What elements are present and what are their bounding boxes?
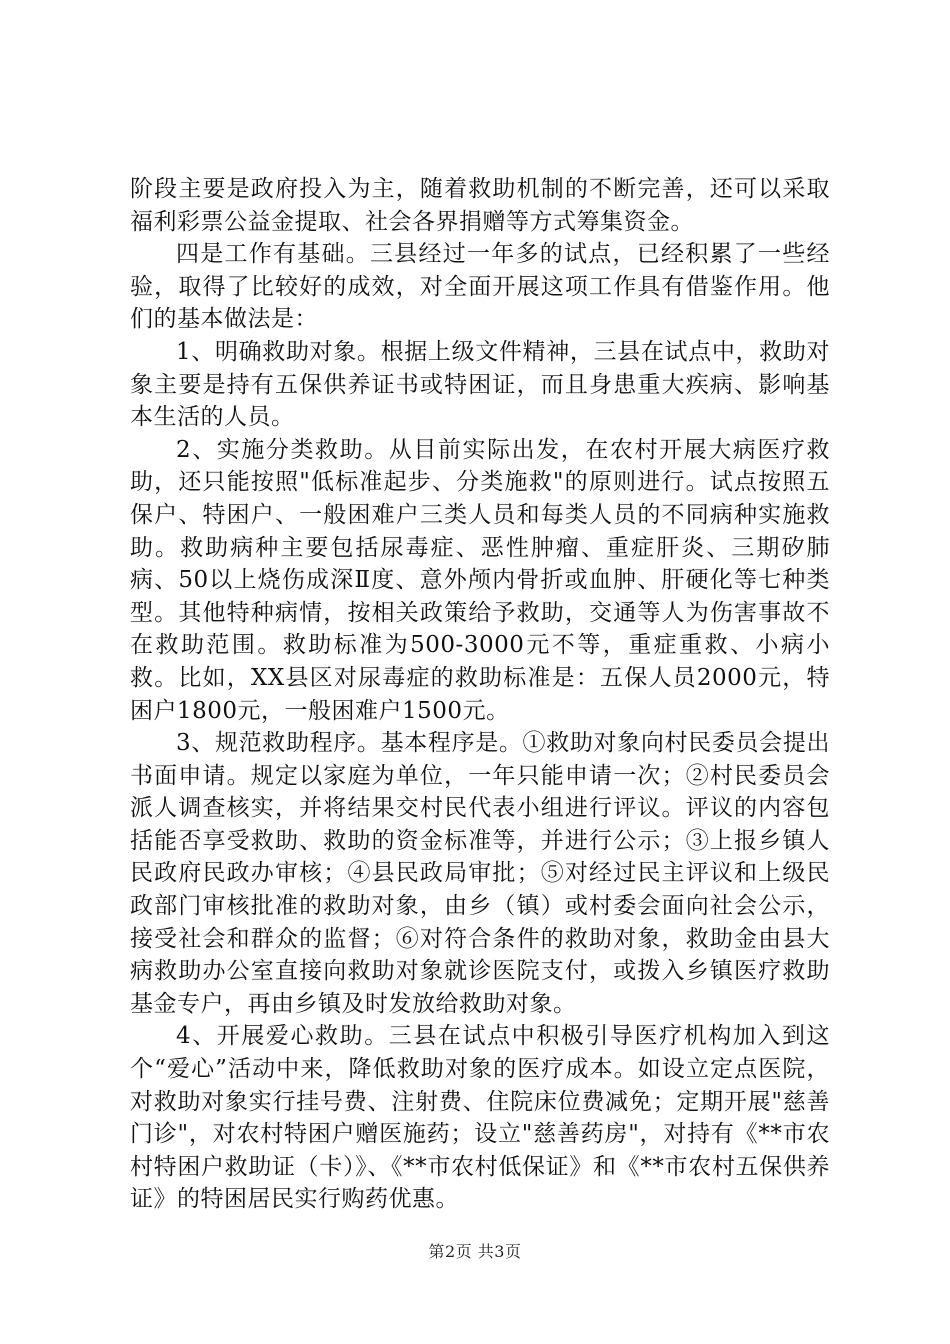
paragraph-assistance-procedure: 3、规范救助程序。基本程序是。①救助对象向村民委员会提出书面申请。规定以家庭为单位，一年只能申请一次；②村民委员会派人调查核实，并将结果交村民代表小组进行评议。评议的内容包括能否享受救助、救助的资金标准等，并进行公示；③上报乡镇人民政府民政办审核；④县民政局审批；⑤对经过民主评议和上级民政部门审核批准的救助对象，由乡（镇）或村委会面向社会公示，接受社会和群众的监督；⑥对符合条件的救助对象，救助金由县大病救助办公室直接向救助对象就诊医院支付，或拨入乡镇医疗救助基金专户，再由乡镇及时发放给救助对象。 <box>130 730 830 1017</box>
paragraph-charity-assistance: 4、开展爱心救助。三县在试点中积极引导医疗机构加入到这个“爱心”活动中来，降低救助对象的医疗成本。如设立定点医院，对救助对象实行挂号费、注射费、住院床位费减免；定期开展"慈善门诊"，对农村特困户赠医施药；设立"慈善药房"，对持有《**市农村特困户救助证（卡）》、《**市农村低保证》和《**市农村五保供养证》的特困居民实行购药优惠。 <box>130 1023 830 1213</box>
page-footer: 第2页 共3页 <box>428 1242 522 1261</box>
paragraph-funding: 阶段主要是政府投入为主，随着救助机制的不断完善，还可以采取福利彩票公益金提取、社会各界捐赠等方式筹集资金。 <box>130 176 830 235</box>
paragraph-classified-assistance: 2、实施分类救助。从目前实际出发，在农村开展大病医疗救助，还只能按照"低标准起步、分类施救"的原则进行。试点按照五保户、特困户、一般困难户三类人员和每类人员的不同病种实施救助。救助病种主要包括尿毒症、恶性肿瘤、重症肝炎、三期矽肺病、50以上烧伤成深Ⅱ度、意外颅内骨折或血肿、肝硬化等七种类型。其他特种病情，按相关政策给予救助，交通等人为伤害事故不在救助范围。救助标准为500-3000元不等，重症重救、小病小救。比如，XX县区对尿毒症的救助标准是：五保人员2000元，特困户1800元，一般困难户1500元。 <box>130 436 830 724</box>
paragraph-target-objects: 1、明确救助对象。根据上级文件精神，三县在试点中，救助对象主要是持有五保供养证书或特困证，而且身患重大疾病、影响基本生活的人员。 <box>130 338 830 431</box>
paragraph-work-basis: 四是工作有基础。三县经过一年多的试点，已经积累了一些经验，取得了比较好的成效，对全面开展这项工作具有借鉴作用。他们的基本做法是： <box>130 241 830 333</box>
document-body <box>130 173 830 1216</box>
